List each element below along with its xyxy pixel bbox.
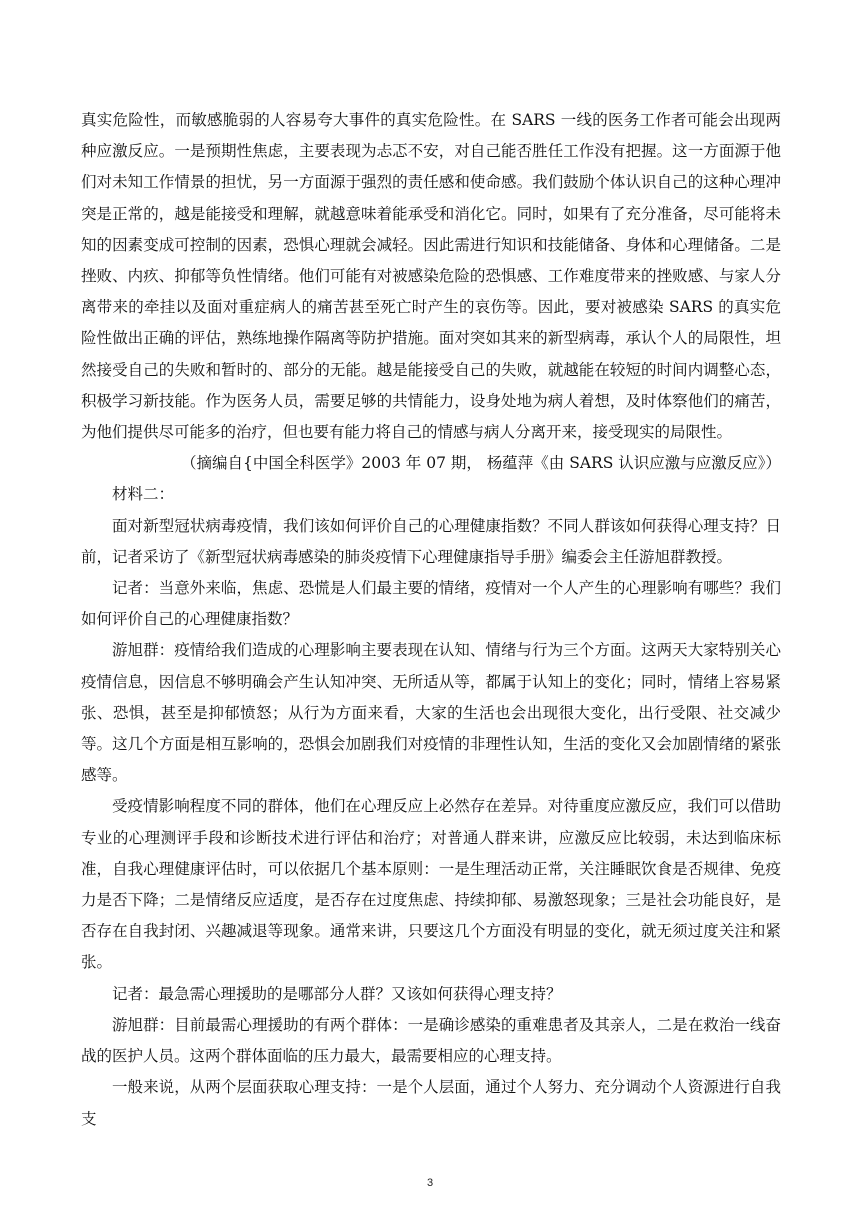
paragraph-answer-2: 游旭群：目前最需心理援助的有两个群体：一是确诊感染的重难患者及其亲人，二是在救治一线奋战的医护人员。这两个群体面临的压力最大，最需要相应的心理支持。 (81, 1015, 781, 1066)
paragraph-reporter-question-2: 记者：最急需心理援助的是哪部分人群？又该如何获得心理支持？ (112, 984, 562, 1003)
source-citation: （摘编自{中国全科医学》2003 年 07 期， 杨蕴萍《由 SARS 认识应激与应激反应》） (181, 454, 781, 473)
section-heading-material-two: 材料二： (112, 485, 175, 504)
paragraph-reporter-question-1: 记者：当意外来临，焦虑、恐慌是人们最主要的情绪，疫情对一个人产生的心理影响有哪些？我们如何评价自己的心理健康指数？ (81, 579, 781, 629)
paragraph-answer-2-continued: 一般来说，从两个层面获取心理支持：一是个人层面，通过个人努力、充分调动个人资源进行自我支 (81, 1078, 781, 1128)
paragraph-intro: 面对新型冠状病毒疫情，我们该如何评价自己的心理健康指数？不同人群该如何获得心理支持？日前，记者采访了《新型冠状病毒感染的肺炎疫情下心理健康指导手册》编委会主任游旭群教授。 (81, 516, 781, 566)
paragraph-answer-1: 游旭群：疫情给我们造成的心理影响主要表现在认知、情绪与行为三个方面。这两天大家特别关心疫情信息，因信息不够明确会产生认知冲突、无所适从等，都属于认知上的变化；同时，情绪上容易紧张、恐惧，甚至是抑郁愤怒；从行为方面来看，大家的生活也会出现很大变化，出行受限、社交减少等。这几个方面是相互影响的，恐惧会加剧我们对疫情的非理性认知，生活的变化又会加剧情绪的紧张感等。 (81, 641, 781, 785)
paragraph-continuation: 真实危险性，而敏感脆弱的人容易夸大事件的真实危险性。在 SARS 一线的医务工作者可能会出现两种应激反应。一是预期性焦虑，主要表现为忐忑不安，对自己能否胜任工作没有把握。这一方面源于他们对未知工作情景的担忧，另一方面源于强烈的责任感和使命感。我们鼓励个体认识自己的这种心理冲突是正常的，越是能接受和理解，就越意味着能承受和消化它。同时，如果有了充分准备，尽可能将未知的因素变成可控制的因素，恐惧心理就会减轻。因此需进行知识和技能储备、身体和心理储备。二是挫败、内疚、抑郁等负性情绪。他们可能有对被感染危险的恐惧感、工作难度带来的挫败感、与家人分离带来的牵挂以及面对重症病人的痛苦甚至死亡时产生的哀伤等。因此，要对被感染 SARS 的真实危险性做出正确的评估，熟练地操作隔离等防护措施。面对突如其来的新型病毒，承认个人的局限性，坦然接受自己的失败和暂时的、部分的无能。越是能接受自己的失败，就越能在较短的时间内调整心态，积极学习新技能。作为医务人员，需要足够的共情能力，设身处地为病人着想，及时体察他们的痛苦， 为他们提供尽可能多的治疗，但也要有能力将自己的情感与病人分离开来，接受现实的局限性。 (81, 111, 781, 442)
paragraph-answer-1-continued: 受疫情影响程度不同的群体，他们在心理反应上必然存在差异。对待重度应激反应，我们可以借助专业的心理测评手段和诊断技术进行评估和治疗；对普通人群来讲，应激反应比较弱，未达到临床标准，自我心理健康评估时，可以依据几个基本原则：一是生理活动正常，关注睡眠饮食是否规律、免疫力是否下降；二是情绪反应适度，是否存在过度焦虑、持续抑郁、易激怒现象；三是社会功能良好，是否存在自我封闭、兴趣减退等现象。通常来讲，只要这几个方面没有明显的变化，就无须过度关注和紧张。 (81, 797, 781, 972)
page-body (81, 105, 781, 1135)
page-number: 3 (426, 1177, 434, 1189)
